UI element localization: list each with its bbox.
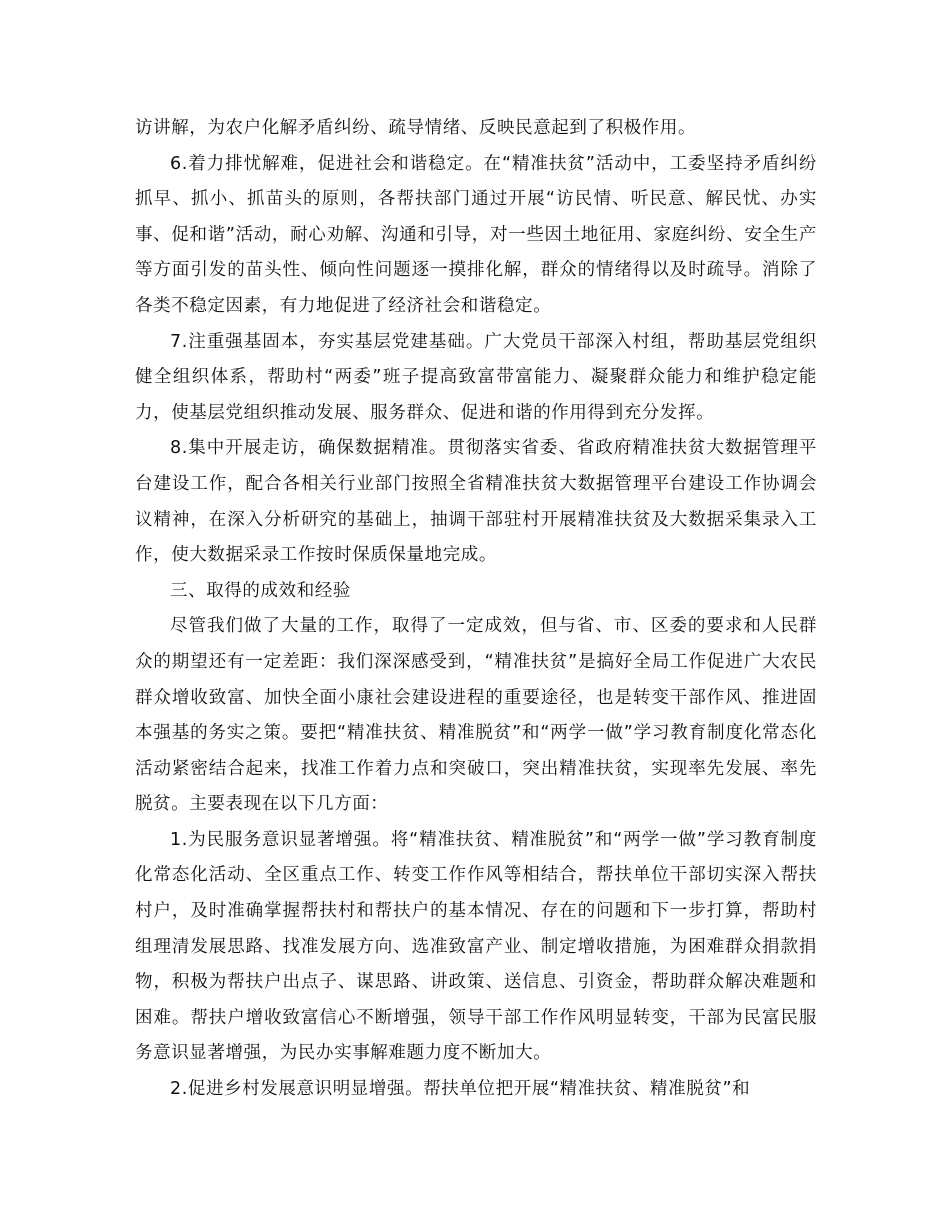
paragraph-result-2: 2.促进乡村发展意识明显增强。帮扶单位把开展“精准扶贫、精准脱贫”和 — [170, 1079, 751, 1100]
paragraph-result-1: 1.为民服务意识显著增强。将“精准扶贫、精准脱贫”和“两学一做”学习教育制度化常态化活动、全区重点工作、转变工作作风等相结合，帮扶单位干部切实深入帮扶村户，及时准确掌握帮扶村和帮扶户的基本情况、存在的问题和下一步打算，帮助村组理清发展思路、找准发展方向、选准致富产业、制定增收措施，为困难群众捐款捐物，积极为帮扶户出点子、谋思路、讲政策、送信息、引资金，帮助群众解决难题和困难。帮扶户增收致富信心不断增强，领导干部工作作风明显转变，干部为民富民服务意识显著增强，为民办实事解难题力度不断加大。 — [135, 829, 817, 1064]
paragraph-item-6: 6.着力排忧解难，促进社会和谐稳定。在“精准扶贫”活动中，工委坚持矛盾纠纷抓早、抓小、抓苗头的原则，各帮扶部门通过开展“访民情、听民意、解民忧、办实事、促和谐”活动，耐心劝解、沟通和引导，对一些因土地征用、家庭纠纷、安全生产等方面引发的苗头性、倾向性问题逐一摸排化解，群众的情绪得以及时疏导。消除了各类不稳定因素，有力地促进了经济社会和谐稳定。 — [135, 153, 817, 316]
paragraph-section-intro: 尽管我们做了大量的工作，取得了一定成效，但与省、市、区委的要求和人民群众的期望还有一定差距：我们深深感受到，“精准扶贫”是搞好全局工作促进广大农民群众增收致富、加快全面小康社会建设进程的重要途径，也是转变干部作风、推进固本强基的务实之策。要把“精准扶贫、精准脱贫”和“两学一做”学习教育制度化常态化活动紧密结合起来，找准工作着力点和突破口，突出精准扶贫，实现率先发展、率先脱贫。主要表现在以下几方面： — [135, 616, 817, 815]
paragraph-item-7: 7.注重强基固本，夯实基层党建基础。广大党员干部深入村组，帮助基层党组织健全组织体系，帮助村“两委”班子提高致富带富能力、凝聚群众能力和维护稳定能力，使基层党组织推动发展、服务群众、促进和谐的作用得到充分发挥。 — [135, 331, 817, 423]
paragraph-item-8: 8.集中开展走访，确保数据精准。贯彻落实省委、省政府精准扶贫大数据管理平台建设工作，配合各相关行业部门按照全省精准扶贫大数据管理平台建设工作协调会议精神，在深入分析研究的基础上，抽调干部驻村开展精准扶贫及大数据采集录入工作，使大数据采录工作按时保质保量地完成。 — [135, 438, 817, 566]
paragraph-continuation: 访讲解，为农户化解矛盾纠纷、疏导情绪、反映民意起到了积极作用。 — [135, 118, 697, 138]
document-body — [135, 111, 817, 1108]
section-heading-3: 三、取得的成效和经验 — [170, 580, 351, 601]
